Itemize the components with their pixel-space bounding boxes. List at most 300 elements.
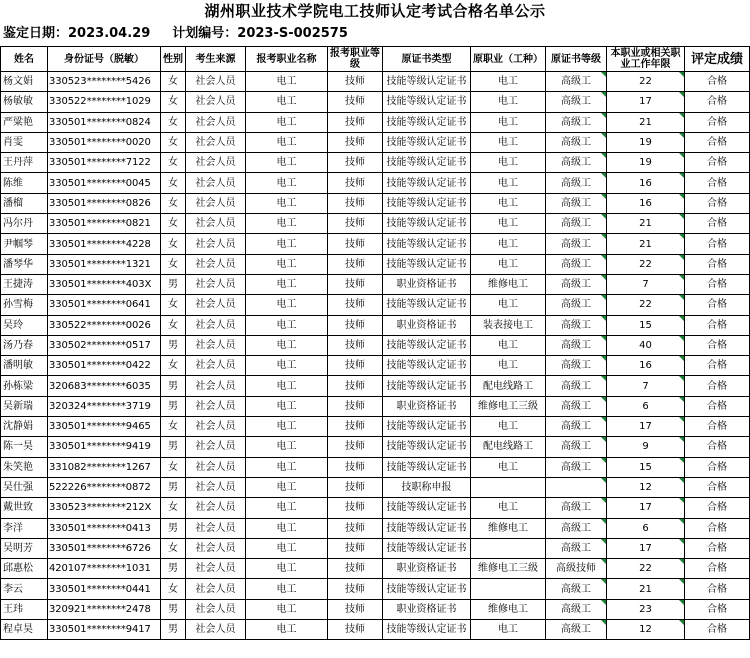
- cell-cert-level: 高级技师: [546, 559, 607, 579]
- cell-source: 社会人员: [186, 538, 246, 558]
- cell-gender: 女: [161, 295, 186, 315]
- cell-occupation: 电工: [246, 295, 328, 315]
- cell-occupation: 电工: [246, 254, 328, 274]
- header-occupation: 报考职业名称: [246, 47, 328, 72]
- table-row: [1, 437, 750, 457]
- table-row: [1, 498, 750, 518]
- cell-name: 尹帼琴: [1, 234, 48, 254]
- cell-level: 技师: [328, 335, 383, 355]
- cell-source: 社会人员: [186, 437, 246, 457]
- cell-result: 合格: [685, 254, 750, 274]
- cell-gender: 女: [161, 356, 186, 376]
- cell-name: 李洋: [1, 518, 48, 538]
- cell-cert-type: 技能等级认定证书: [383, 437, 471, 457]
- cell-id: 320324********3719: [48, 396, 161, 416]
- cell-level: 技师: [328, 396, 383, 416]
- cell-gender: 女: [161, 315, 186, 335]
- table-row: [1, 193, 750, 213]
- cell-cert-type: 技能等级认定证书: [383, 234, 471, 254]
- cell-name: 吴仕强: [1, 477, 48, 497]
- cell-work-years: 23: [607, 599, 685, 619]
- cell-id: 330501********0020: [48, 132, 161, 152]
- cell-occupation: 电工: [246, 153, 328, 173]
- cell-orig-occupation: 装表接电工: [471, 315, 546, 335]
- cell-cert-level: 高级工: [546, 254, 607, 274]
- cell-level: 技师: [328, 437, 383, 457]
- cell-orig-occupation: 电工: [471, 92, 546, 112]
- cell-orig-occupation: [471, 477, 546, 497]
- cell-occupation: 电工: [246, 579, 328, 599]
- cell-gender: 女: [161, 173, 186, 193]
- cell-work-years: 17: [607, 417, 685, 437]
- cell-gender: 男: [161, 274, 186, 294]
- cell-result: 合格: [685, 599, 750, 619]
- cell-cert-type: 技能等级认定证书: [383, 193, 471, 213]
- table-row: [1, 153, 750, 173]
- cell-id: 330501********0422: [48, 356, 161, 376]
- cell-source: 社会人员: [186, 599, 246, 619]
- cell-orig-occupation: 电工: [471, 132, 546, 152]
- cell-result: 合格: [685, 173, 750, 193]
- cell-result: 合格: [685, 376, 750, 396]
- cell-id: 330501********1321: [48, 254, 161, 274]
- cell-cert-level: 高级工: [546, 538, 607, 558]
- header-level: 报考职业等级: [328, 47, 383, 72]
- cell-result: 合格: [685, 417, 750, 437]
- cell-gender: 女: [161, 112, 186, 132]
- cell-source: 社会人员: [186, 335, 246, 355]
- table-row: [1, 254, 750, 274]
- cell-level: 技师: [328, 234, 383, 254]
- cell-source: 社会人员: [186, 498, 246, 518]
- cell-work-years: 6: [607, 396, 685, 416]
- cell-result: 合格: [685, 315, 750, 335]
- cell-orig-occupation: 电工: [471, 112, 546, 132]
- cell-level: 技师: [328, 193, 383, 213]
- cell-occupation: 电工: [246, 132, 328, 152]
- date-label: 鉴定日期：: [3, 26, 69, 41]
- cell-source: 社会人员: [186, 173, 246, 193]
- cell-cert-level: 高级工: [546, 92, 607, 112]
- cell-name: 沈静娟: [1, 417, 48, 437]
- cell-work-years: 12: [607, 477, 685, 497]
- cell-work-years: 6: [607, 518, 685, 538]
- table-row: [1, 599, 750, 619]
- cell-work-years: 17: [607, 92, 685, 112]
- cell-source: 社会人员: [186, 254, 246, 274]
- cell-id: 330501********0826: [48, 193, 161, 213]
- cell-work-years: 16: [607, 356, 685, 376]
- cell-level: 技师: [328, 132, 383, 152]
- cell-cert-type: 技能等级认定证书: [383, 153, 471, 173]
- cell-result: 合格: [685, 234, 750, 254]
- cell-gender: 女: [161, 193, 186, 213]
- cell-gender: 女: [161, 538, 186, 558]
- cell-work-years: 17: [607, 498, 685, 518]
- table-row: [1, 234, 750, 254]
- cell-id: 330501********0821: [48, 214, 161, 234]
- cell-gender: 女: [161, 457, 186, 477]
- date-value: 2023.04.29: [68, 26, 151, 41]
- cell-cert-type: 技能等级认定证书: [383, 356, 471, 376]
- cell-gender: 男: [161, 477, 186, 497]
- cell-work-years: 40: [607, 335, 685, 355]
- cell-occupation: 电工: [246, 234, 328, 254]
- cell-id: 330502********0517: [48, 335, 161, 355]
- cell-name: 吴玲: [1, 315, 48, 335]
- cell-cert-level: 高级工: [546, 518, 607, 538]
- cell-cert-type: 技职称申报: [383, 477, 471, 497]
- cell-name: 冯尔丹: [1, 214, 48, 234]
- cell-occupation: 电工: [246, 72, 328, 92]
- cell-occupation: 电工: [246, 518, 328, 538]
- cell-orig-occupation: 电工: [471, 72, 546, 92]
- results-table: [0, 46, 750, 640]
- cell-orig-occupation: 电工: [471, 335, 546, 355]
- header-work-years: 本职业或相关职业工作年限: [607, 47, 685, 72]
- cell-source: 社会人员: [186, 234, 246, 254]
- cell-gender: 女: [161, 254, 186, 274]
- cell-name: 吴明芳: [1, 538, 48, 558]
- cell-name: 孙栋梁: [1, 376, 48, 396]
- cell-source: 社会人员: [186, 356, 246, 376]
- cell-gender: 男: [161, 559, 186, 579]
- cell-source: 社会人员: [186, 477, 246, 497]
- cell-source: 社会人员: [186, 132, 246, 152]
- plan-label: 计划编号：: [172, 26, 238, 41]
- cell-cert-level: 高级工: [546, 193, 607, 213]
- cell-orig-occupation: 电工: [471, 620, 546, 640]
- cell-work-years: 16: [607, 193, 685, 213]
- cell-cert-type: 技能等级认定证书: [383, 72, 471, 92]
- cell-occupation: 电工: [246, 214, 328, 234]
- cell-result: 合格: [685, 92, 750, 112]
- cell-source: 社会人员: [186, 214, 246, 234]
- cell-occupation: 电工: [246, 92, 328, 112]
- cell-orig-occupation: 维修电工三级: [471, 396, 546, 416]
- cell-work-years: 7: [607, 274, 685, 294]
- cell-id: 330501********6726: [48, 538, 161, 558]
- cell-orig-occupation: 电工: [471, 173, 546, 193]
- table-row: [1, 620, 750, 640]
- table-row: [1, 396, 750, 416]
- cell-result: 合格: [685, 295, 750, 315]
- cell-orig-occupation: 维修电工: [471, 599, 546, 619]
- cell-id: 320683********6035: [48, 376, 161, 396]
- cell-result: 合格: [685, 457, 750, 477]
- cell-level: 技师: [328, 92, 383, 112]
- cell-orig-occupation: 维修电工: [471, 274, 546, 294]
- table-row: [1, 132, 750, 152]
- cell-level: 技师: [328, 295, 383, 315]
- cell-gender: 女: [161, 153, 186, 173]
- cell-level: 技师: [328, 356, 383, 376]
- cell-cert-level: 高级工: [546, 214, 607, 234]
- cell-id: 330501********9465: [48, 417, 161, 437]
- table-row: [1, 538, 750, 558]
- cell-gender: 女: [161, 417, 186, 437]
- cell-result: 合格: [685, 437, 750, 457]
- cell-gender: 男: [161, 620, 186, 640]
- cell-gender: 男: [161, 335, 186, 355]
- header-cert-level: 原证书等级: [546, 47, 607, 72]
- cell-cert-type: 职业资格证书: [383, 396, 471, 416]
- cell-id: 330501********403X: [48, 274, 161, 294]
- table-body: [1, 72, 750, 640]
- table-row: [1, 112, 750, 132]
- cell-result: 合格: [685, 112, 750, 132]
- cell-name: 潘明敏: [1, 356, 48, 376]
- cell-id: 330501********0824: [48, 112, 161, 132]
- cell-level: 技师: [328, 579, 383, 599]
- cell-cert-type: 职业资格证书: [383, 274, 471, 294]
- cell-cert-type: 技能等级认定证书: [383, 498, 471, 518]
- cell-gender: 男: [161, 599, 186, 619]
- cell-occupation: 电工: [246, 457, 328, 477]
- table-row: [1, 315, 750, 335]
- cell-name: 王丹萍: [1, 153, 48, 173]
- cell-orig-occupation: 电工: [471, 498, 546, 518]
- cell-occupation: 电工: [246, 193, 328, 213]
- cell-occupation: 电工: [246, 498, 328, 518]
- cell-cert-level: 高级工: [546, 457, 607, 477]
- cell-id: 331082********1267: [48, 457, 161, 477]
- cell-occupation: 电工: [246, 599, 328, 619]
- page-title: 湖州职业技术学院电工技师认定考试合格名单公示: [204, 2, 546, 20]
- cell-cert-type: 技能等级认定证书: [383, 538, 471, 558]
- cell-orig-occupation: 配电线路工: [471, 437, 546, 457]
- cell-cert-type: 技能等级认定证书: [383, 112, 471, 132]
- cell-work-years: 15: [607, 457, 685, 477]
- cell-result: 合格: [685, 214, 750, 234]
- cell-work-years: 21: [607, 112, 685, 132]
- table-row: [1, 559, 750, 579]
- cell-work-years: 22: [607, 254, 685, 274]
- cell-occupation: 电工: [246, 559, 328, 579]
- cell-name: 潘琴华: [1, 254, 48, 274]
- cell-source: 社会人员: [186, 295, 246, 315]
- cell-occupation: 电工: [246, 437, 328, 457]
- cell-work-years: 22: [607, 559, 685, 579]
- cell-cert-type: 技能等级认定证书: [383, 132, 471, 152]
- cell-id: 330522********0026: [48, 315, 161, 335]
- cell-source: 社会人员: [186, 396, 246, 416]
- cell-source: 社会人员: [186, 112, 246, 132]
- table-row: [1, 376, 750, 396]
- cell-orig-occupation: 电工: [471, 356, 546, 376]
- cell-source: 社会人员: [186, 620, 246, 640]
- cell-cert-level: 高级工: [546, 234, 607, 254]
- cell-cert-type: 职业资格证书: [383, 559, 471, 579]
- cell-name: 汤乃春: [1, 335, 48, 355]
- cell-cert-level: [546, 477, 607, 497]
- cell-level: 技师: [328, 477, 383, 497]
- cell-cert-level: 高级工: [546, 376, 607, 396]
- cell-result: 合格: [685, 518, 750, 538]
- cell-source: 社会人员: [186, 457, 246, 477]
- cell-result: 合格: [685, 396, 750, 416]
- cell-level: 技师: [328, 254, 383, 274]
- header-cert-type: 原证书类型: [383, 47, 471, 72]
- table-row: [1, 457, 750, 477]
- cell-level: 技师: [328, 498, 383, 518]
- cell-source: 社会人员: [186, 92, 246, 112]
- header-row: [1, 47, 750, 72]
- cell-id: 330501********4228: [48, 234, 161, 254]
- cell-name: 肖雯: [1, 132, 48, 152]
- cell-occupation: 电工: [246, 112, 328, 132]
- cell-work-years: 17: [607, 538, 685, 558]
- table-row: [1, 92, 750, 112]
- cell-source: 社会人员: [186, 559, 246, 579]
- cell-cert-level: 高级工: [546, 579, 607, 599]
- cell-id: 330501********9417: [48, 620, 161, 640]
- cell-level: 技师: [328, 72, 383, 92]
- cell-cert-level: 高级工: [546, 396, 607, 416]
- cell-id: 330501********0641: [48, 295, 161, 315]
- cell-level: 技师: [328, 599, 383, 619]
- cell-orig-occupation: 电工: [471, 234, 546, 254]
- cell-source: 社会人员: [186, 193, 246, 213]
- table-row: [1, 518, 750, 538]
- cell-source: 社会人员: [186, 376, 246, 396]
- cell-work-years: 12: [607, 620, 685, 640]
- header-source: 考生来源: [186, 47, 246, 72]
- cell-cert-type: 技能等级认定证书: [383, 173, 471, 193]
- meta-line: [0, 22, 750, 46]
- cell-orig-occupation: 电工: [471, 214, 546, 234]
- cell-cert-type: 技能等级认定证书: [383, 457, 471, 477]
- cell-orig-occupation: [471, 538, 546, 558]
- cell-result: 合格: [685, 153, 750, 173]
- cell-orig-occupation: 电工: [471, 417, 546, 437]
- cell-level: 技师: [328, 376, 383, 396]
- cell-level: 技师: [328, 457, 383, 477]
- table-row: [1, 72, 750, 92]
- cell-orig-occupation: 电工: [471, 193, 546, 213]
- cell-id: 330501********0413: [48, 518, 161, 538]
- plan-value: 2023-S-002575: [237, 26, 348, 41]
- cell-work-years: 7: [607, 376, 685, 396]
- cell-result: 合格: [685, 193, 750, 213]
- cell-cert-level: 高级工: [546, 356, 607, 376]
- cell-occupation: 电工: [246, 315, 328, 335]
- cell-cert-type: 技能等级认定证书: [383, 620, 471, 640]
- cell-cert-level: 高级工: [546, 437, 607, 457]
- cell-work-years: 9: [607, 437, 685, 457]
- cell-id: 330501********7122: [48, 153, 161, 173]
- cell-level: 技师: [328, 274, 383, 294]
- cell-level: 技师: [328, 417, 383, 437]
- header-id: 身份证号（脱敏）: [48, 47, 161, 72]
- table-row: [1, 335, 750, 355]
- cell-name: 陈一昊: [1, 437, 48, 457]
- cell-cert-level: 高级工: [546, 498, 607, 518]
- cell-result: 合格: [685, 274, 750, 294]
- cell-occupation: 电工: [246, 417, 328, 437]
- table-row: [1, 274, 750, 294]
- cell-cert-type: 技能等级认定证书: [383, 295, 471, 315]
- cell-occupation: 电工: [246, 620, 328, 640]
- cell-source: 社会人员: [186, 274, 246, 294]
- cell-cert-level: 高级工: [546, 173, 607, 193]
- cell-gender: 男: [161, 396, 186, 416]
- cell-id: 330523********5426: [48, 72, 161, 92]
- cell-source: 社会人员: [186, 579, 246, 599]
- cell-name: 邱惠松: [1, 559, 48, 579]
- cell-source: 社会人员: [186, 417, 246, 437]
- cell-name: 程卓昊: [1, 620, 48, 640]
- cell-source: 社会人员: [186, 153, 246, 173]
- cell-cert-type: 职业资格证书: [383, 599, 471, 619]
- cell-cert-level: 高级工: [546, 274, 607, 294]
- table-row: [1, 214, 750, 234]
- cell-result: 合格: [685, 498, 750, 518]
- cell-occupation: 电工: [246, 477, 328, 497]
- cell-result: 合格: [685, 620, 750, 640]
- cell-result: 合格: [685, 477, 750, 497]
- header-gender: 性别: [161, 47, 186, 72]
- cell-gender: 女: [161, 214, 186, 234]
- cell-gender: 女: [161, 92, 186, 112]
- cell-gender: 女: [161, 498, 186, 518]
- cell-source: 社会人员: [186, 315, 246, 335]
- cell-cert-level: 高级工: [546, 112, 607, 132]
- table-row: [1, 579, 750, 599]
- cell-level: 技师: [328, 538, 383, 558]
- cell-occupation: 电工: [246, 376, 328, 396]
- cell-id: 522226********0872: [48, 477, 161, 497]
- cell-cert-level: 高级工: [546, 335, 607, 355]
- cell-level: 技师: [328, 559, 383, 579]
- cell-work-years: 22: [607, 72, 685, 92]
- cell-name: 孙雪梅: [1, 295, 48, 315]
- cell-cert-type: 技能等级认定证书: [383, 214, 471, 234]
- cell-work-years: 19: [607, 153, 685, 173]
- cell-orig-occupation: [471, 579, 546, 599]
- cell-source: 社会人员: [186, 72, 246, 92]
- header-name: 姓名: [1, 47, 48, 72]
- cell-name: 杨敏敏: [1, 92, 48, 112]
- cell-occupation: 电工: [246, 538, 328, 558]
- cell-cert-type: 技能等级认定证书: [383, 92, 471, 112]
- cell-occupation: 电工: [246, 356, 328, 376]
- cell-gender: 男: [161, 437, 186, 457]
- table-row: [1, 356, 750, 376]
- cell-result: 合格: [685, 579, 750, 599]
- cell-level: 技师: [328, 214, 383, 234]
- cell-orig-occupation: 电工: [471, 457, 546, 477]
- cell-cert-level: 高级工: [546, 153, 607, 173]
- cell-gender: 女: [161, 72, 186, 92]
- cell-result: 合格: [685, 559, 750, 579]
- table-row: [1, 295, 750, 315]
- cell-cert-type: 技能等级认定证书: [383, 335, 471, 355]
- cell-cert-type: 职业资格证书: [383, 315, 471, 335]
- cell-orig-occupation: 电工: [471, 295, 546, 315]
- cell-cert-type: 技能等级认定证书: [383, 254, 471, 274]
- cell-cert-type: 技能等级认定证书: [383, 376, 471, 396]
- cell-cert-level: 高级工: [546, 417, 607, 437]
- cell-level: 技师: [328, 620, 383, 640]
- cell-occupation: 电工: [246, 274, 328, 294]
- cell-id: 330522********1029: [48, 92, 161, 112]
- cell-id: 330523********212X: [48, 498, 161, 518]
- cell-work-years: 15: [607, 315, 685, 335]
- cell-id: 420107********1031: [48, 559, 161, 579]
- cell-id: 330501********0441: [48, 579, 161, 599]
- cell-name: 李云: [1, 579, 48, 599]
